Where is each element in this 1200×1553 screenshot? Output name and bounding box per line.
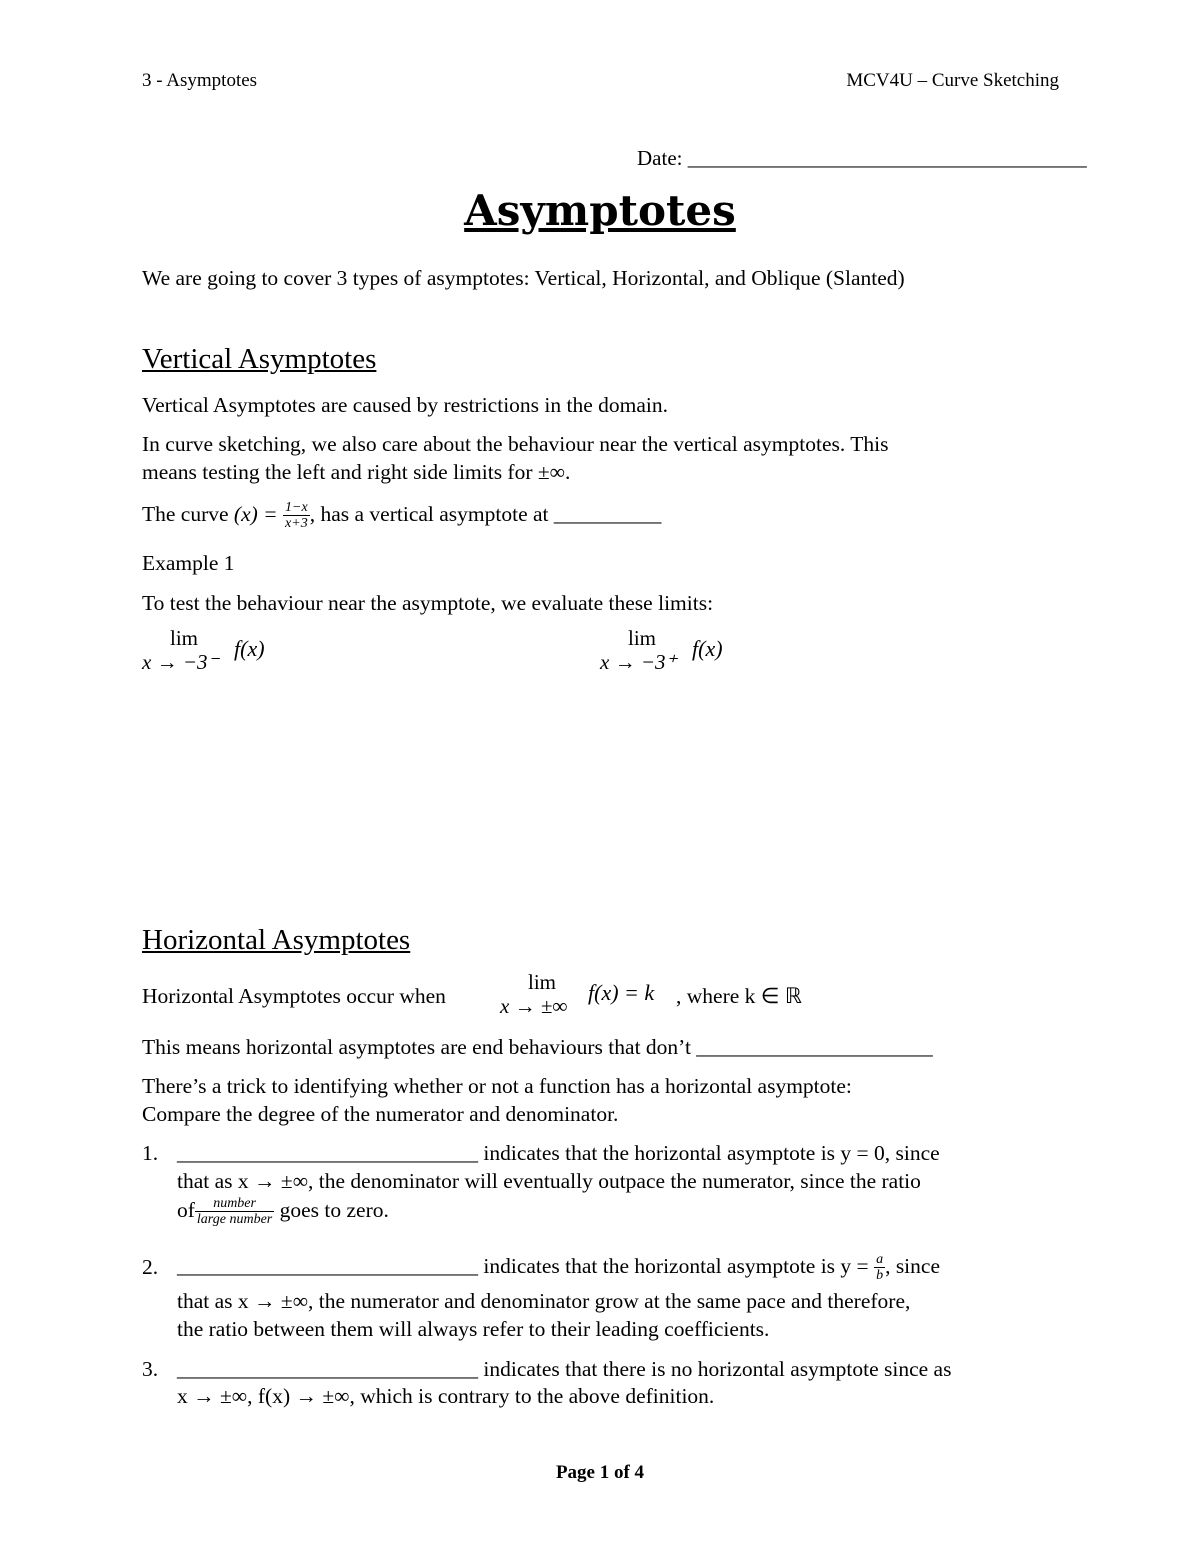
occur-limit-word: lim [528,970,557,994]
curve-prefix: The curve [142,501,234,526]
limit-left [142,626,342,686]
item-1-frac-den: large number [196,1212,273,1228]
trick-line2: Compare the degree of the numerator and denominator. [142,1102,619,1126]
occur-prefix: Horizontal Asymptotes occur when [142,984,446,1008]
item-1-line3 [177,1196,389,1228]
vertical-p1: Vertical Asymptotes are caused by restrictions in the domain. [142,393,669,417]
item-3-line1: ____________________________ indicates that there is no horizontal asymptote since as [177,1357,952,1381]
limit-right-word: lim [628,626,657,650]
end-behaviour-line: This means horizontal asymptotes are end behaviours that don’t ______________________ [142,1035,933,1059]
vertical-p2-line1: In curve sketching, we also care about the behaviour near the vertical asymptotes. This [142,432,889,456]
example-label: Example 1 [142,551,235,575]
date-line: Date: ______________________________________ [637,146,1087,170]
occur-limit-func: f(x) = k [588,980,655,1005]
curve-fx: (x) = [233,501,284,526]
item-1-number: 1. [142,1141,159,1165]
horizontal-heading: Horizontal Asymptotes [142,924,411,956]
item-3-line2: x → ±∞, f(x) → ±∞, which is contrary to the above definition. [177,1384,715,1408]
item-1-frac-num: number [195,1196,274,1212]
item-2-number: 2. [142,1255,159,1279]
item-1-suffix: goes to zero. [274,1197,389,1222]
item-2-line1-prefix: ____________________________ indicates that the horizontal asymptote is y = [177,1253,875,1278]
header-right: MCV4U – Curve Sketching [846,70,1059,91]
intro-text: We are going to cover 3 types of asymptotes: Vertical, Horizontal, and Oblique (Slanted) [142,266,905,290]
curve-numerator: 1−x [285,500,308,515]
item-1-line2: that as x → ±∞, the denominator will eventually outpace the numerator, since the ratio [177,1169,921,1193]
vertical-p2-line2: means testing the left and right side limits for ±∞. [142,460,571,484]
limit-left-func: f(x) [234,636,265,661]
limit-right-func: f(x) [692,636,723,661]
limit-right-sub: x → −3⁺ [600,650,677,674]
occur-limit-sub: x → ±∞ [500,994,568,1018]
test-line: To test the behaviour near the asymptote, we evaluate these limits: [142,591,714,615]
item-1-fraction [195,1196,274,1228]
curve-suffix: , has a vertical asymptote at __________ [309,501,662,526]
item-2-line3: the ratio between them will always refer to their leading coefficients. [177,1317,770,1341]
item-2-line2: that as x → ±∞, the numerator and denominator grow at the same pace and therefore, [177,1289,911,1313]
limit-left-sub: x → −3⁻ [142,650,219,674]
item-2-frac-den: b [876,1268,884,1284]
occur-suffix: , where k ∈ ℝ [676,984,802,1008]
vertical-heading: Vertical Asymptotes [142,343,377,375]
trick-line1: There’s a trick to identifying whether or not a function has a horizontal asymptote: [142,1074,852,1098]
limit-right [600,626,800,686]
item-1-of: of [177,1197,195,1222]
curve-denominator: x+3 [285,516,308,532]
item-2-frac-num: a [876,1252,884,1267]
curve-fraction [283,500,310,532]
item-2-fraction [874,1252,885,1284]
item-2-line1-suffix: , since [885,1253,940,1278]
page-title: Asymptotes [464,186,736,235]
limit-left-word: lim [170,626,199,650]
page-footer: Page 1 of 4 [555,1462,645,1483]
item-1-line1: ____________________________ indicates that the horizontal asymptote is y = 0, since [177,1141,940,1165]
item-3-number: 3. [142,1357,159,1381]
curve-line [142,500,661,532]
header-left: 3 - Asymptotes [142,70,258,91]
item-2-line1 [177,1252,940,1284]
